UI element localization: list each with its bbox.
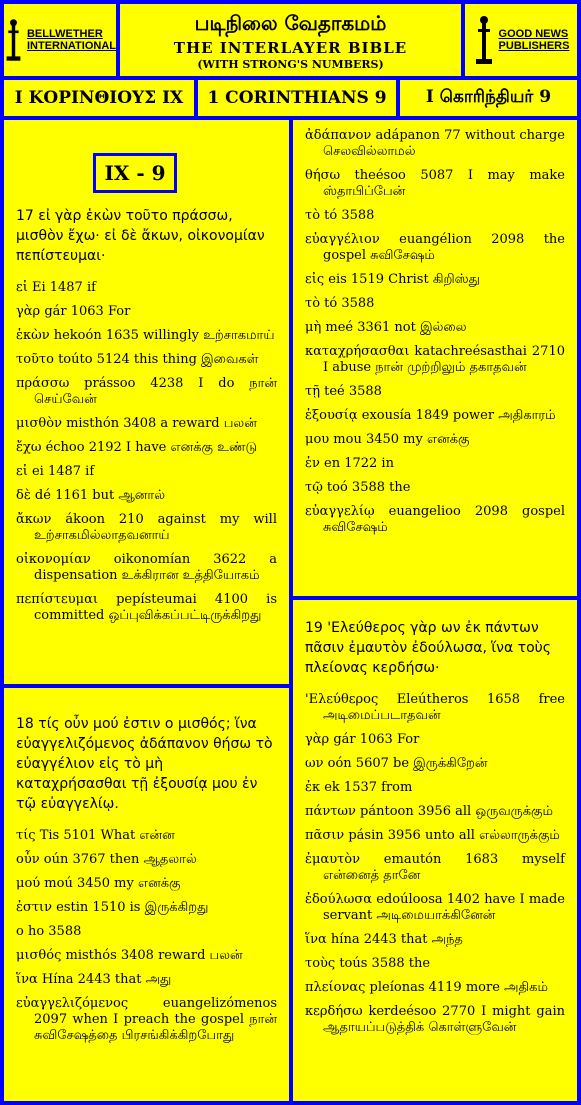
tab-tamil[interactable] xyxy=(400,80,577,116)
word-entry: εἰς eis 1519 Christ கிறிஸ்து xyxy=(305,272,480,287)
word-entry: εὐαγγέλιον euangélion 2098 the gospel சுவிசேஷம் xyxy=(305,232,565,263)
verse-18-text: 18 τίς οὖν μού ἐστιν ο μισθός; ἵνα εὐαγγελιζόμενος ἀδάπανον θήσω τὸ εὐαγγέλιον εἰς τὸ μὴ καταχρήσασθαι τῇ ἐξουσίᾳ μου ἐν τῷ εὐαγγελίῳ. xyxy=(16,716,273,812)
word-entry: ἐξουσίᾳ exousía 1849 power அதிகாரம் xyxy=(305,408,556,423)
word-entry: δὲ dé 1161 but ஆனால் xyxy=(16,488,165,503)
word-entry: εὐαγγελίῳ euangelioo 2098 gospel சுவிசேஷம் xyxy=(305,504,565,535)
word-entry: μισθὸν misthón 3408 a reward பலன் xyxy=(16,416,257,431)
verse-18-cont-column xyxy=(293,128,577,544)
word-entry: εἰ ei 1487 if xyxy=(16,464,95,479)
word-entry: ἀδάπανον adápanon 77 without charge செலவில்லாமல் xyxy=(305,128,565,159)
figure-icon xyxy=(473,15,495,65)
word-entry: τίς Tis 5101 What என்ன xyxy=(16,828,175,843)
word-entry: μου mou 3450 my எனக்கு xyxy=(305,432,470,447)
verse-17-column xyxy=(4,206,289,632)
word-entry: οὖν oún 3767 then ஆதலால் xyxy=(16,852,197,867)
word-entry: ἐκ ek 1537 from xyxy=(305,780,413,795)
chapter-label: IX - 9 xyxy=(93,153,177,193)
word-entry: τῇ teé 3588 xyxy=(305,384,382,399)
word-entry: τοὺς toús 3588 the xyxy=(305,956,431,971)
word-entry: ἑκὼν hekoón 1635 willingly உற்சாகமாய் xyxy=(16,328,275,343)
word-entry: μού moú 3450 my எனக்கு xyxy=(16,876,181,891)
word-entry: πλείονας pleíonas 4119 more அதிகம் xyxy=(305,980,548,995)
word-entry: πεπίστευμαι pepísteumai 4100 is committed ஒப்புவிக்கப்பட்டிருக்கிறது xyxy=(16,592,277,623)
word-entry: ἐν en 1722 in xyxy=(305,456,394,471)
word-entry: πράσσω prássoo 4238 I do நான் செய்வேன் xyxy=(16,376,277,407)
page-title: THE INTERLAYER BIBLE xyxy=(173,39,408,57)
word-entry: ἐστιν estin 1510 is இருக்கிறது xyxy=(16,900,209,915)
word-entry: τῷ toó 3588 the xyxy=(305,480,411,495)
verse-19-column xyxy=(293,618,577,1044)
bellwether-logo-text: BELLWETHER INTERNATIONAL xyxy=(26,28,116,52)
word-entry: γὰρ gár 1063 For xyxy=(16,304,131,319)
tab-greek-label: Ι ΚΟΡΙΝΘΙΟΥΣ ΙΧ xyxy=(14,88,184,108)
tab-tamil-label: I கொரிந்தியர் 9 xyxy=(425,87,552,107)
tamil-title: படிநிலை வேதாகமம் xyxy=(194,11,387,35)
word-entry: κερδήσω kerdeésoo 2770 I might gain ஆதாயப்படுத்திக் கொள்ளுவேன் xyxy=(305,1004,565,1035)
word-entry: ἄκων ákoon 210 against my will உற்சாகமில்லாதவனாய் xyxy=(16,512,277,543)
bellwether-logo-box xyxy=(4,4,116,76)
figure-icon xyxy=(4,15,23,65)
word-entry: ων oón 5607 be இருக்கிறேன் xyxy=(305,756,488,771)
word-entry: οἰκονομίαν oikonomían 3622 a dispensation உக்கிரான உத்தியோகம் xyxy=(16,552,277,583)
word-entry: θήσω theésoo 5087 I may make ஸ்தாபிப்பேன் xyxy=(305,168,565,199)
word-entry: ο ho 3588 xyxy=(16,924,82,939)
word-entry: πᾶσιν pásin 3956 unto all எல்லாருக்கும் xyxy=(305,828,560,843)
word-entry: τὸ tó 3588 xyxy=(305,296,375,311)
goodnews-logo-box xyxy=(465,4,577,76)
page-subtitle: (WITH STRONG'S NUMBERS) xyxy=(197,58,384,71)
verse-17-text: 17 εἰ γὰρ ἑκὼν τοῦτο πράσσω, μισθὸν ἔχω· εἰ δὲ ἄκων, οἰκονομίαν πεπίστευμαι· xyxy=(16,208,265,264)
tab-english-label: 1 CORINTHIANS 9 xyxy=(207,88,387,108)
verse-19-text: 19 'Ελεύθερος γὰρ ων ἐκ πάντων πᾶσιν ἐμαυτὸν ἐδούλωσα, ἵνα τοὺς πλείονας κερδήσω· xyxy=(305,620,551,676)
goodnews-logo-text: GOOD NEWS PUBLISHERS xyxy=(498,28,570,52)
tab-english[interactable] xyxy=(198,80,396,116)
title-box xyxy=(120,4,461,76)
word-entry: εὐαγγελιζόμενος euangelizómenos 2097 when I preach the gospel நான் சுவிசேஷத்தை பிரசங்கிக்கிறபோது xyxy=(16,996,277,1043)
word-entry: ἐδούλωσα edoúloosa 1402 have I made servant அடிமையாக்கினேன் xyxy=(305,892,565,923)
word-entry: τοῦτο toúto 5124 this thing இவைகள் xyxy=(16,352,259,367)
word-entry: μὴ meé 3361 not இல்லை xyxy=(305,320,467,335)
word-entry: ἐμαυτὸν emautón 1683 myself என்னைத் தானே xyxy=(305,852,565,883)
word-entry: ἵνα Hína 2443 that அது xyxy=(16,972,172,987)
word-entry: ἵνα hína 2443 that அந்த xyxy=(305,932,463,947)
verse-18-column xyxy=(4,714,289,1052)
tab-greek[interactable] xyxy=(4,80,194,116)
word-entry: 'Ελεύθερος Eleútheros 1658 free அடிமைப்படாதவன் xyxy=(305,692,565,723)
word-entry: γὰρ gár 1063 For xyxy=(305,732,420,747)
word-entry: ἔχω échoo 2192 I have எனக்கு உண்டு xyxy=(16,440,258,455)
word-entry: τὸ tó 3588 xyxy=(305,208,375,223)
word-entry: εἰ Ei 1487 if xyxy=(16,280,96,295)
word-entry: μισθός misthós 3408 reward பலன் xyxy=(16,948,243,963)
word-entry: πάντων pántoon 3956 all ஒருவருக்கும் xyxy=(305,804,553,819)
word-entry: καταχρήσασθαι katachreésasthai 2710 I abuse நான் முற்றிலும் தகாதவன் xyxy=(305,344,565,375)
